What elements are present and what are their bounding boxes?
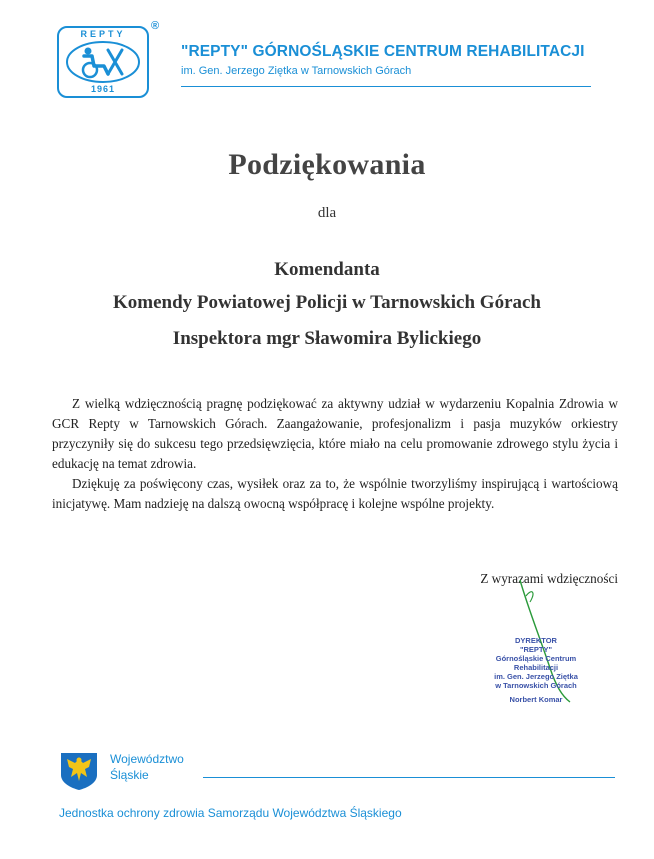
recipient-line: Komendanta (274, 259, 380, 280)
silesia-eagle-crest-icon (59, 751, 99, 791)
repty-logo-icon (64, 40, 142, 84)
stamp-line: "REPTY" (519, 645, 553, 654)
registered-mark: ® (151, 20, 160, 32)
voivodeship-line: Śląskie (110, 768, 149, 782)
stamp-line: DYREKTOR (515, 636, 557, 645)
footer-divider (203, 777, 615, 778)
closing-text: Z wyrazami wdzięczności (480, 571, 618, 586)
recipient-line: Komendy Powiatowej Policji w Tarnowskich Górach (112, 292, 542, 313)
voivodeship-name (110, 751, 184, 783)
body-paragraph: Dziękuję za poświęcony czas, wysiłek oraz za to, że wspólnie tworzyliśmy inspirującą i wartościową inicjatywę. Mam nadzieję na dalszą owocną współpracę i kolejne wspólne projekty. (52, 476, 618, 511)
body-paragraph: Z wielką wdzięcznością pragnę podziękować za aktywny udział w wydarzeniu Kopalnia Zdrowia w GCR Repty w Tarnowskich Górach. Zaangażowanie, profesjonalizm i pasja muzyków orkiestry przyczyniły się do sukcesu tego przedsięwzięcia, które miało na celu promowanie zdrowego stylu życia i edukację na temat zdrowia. (52, 396, 618, 471)
stamp-line: Górnośląskie Centrum Rehabilitacji (495, 654, 577, 672)
director-stamp (476, 636, 596, 704)
logo-year-text: 1961 (90, 84, 116, 94)
stamp-line: im. Gen. Jerzego Ziętka (494, 672, 578, 681)
recipient-line: Inspektora mgr Sławomira Bylickiego (172, 328, 482, 349)
header-divider (181, 86, 591, 87)
footer-unit-text: Jednostka ochrony zdrowia Samorządu Województwa Śląskiego (59, 806, 402, 820)
stamp-line: w Tarnowskich Górach (495, 681, 577, 690)
letter-for: dla (317, 205, 337, 221)
voivodeship-line: Województwo (110, 752, 184, 766)
logo-top-text: REPTY (80, 29, 126, 39)
letter-title: Podziękowania (228, 148, 426, 181)
stamp-name: Norbert Komar (509, 695, 563, 704)
organization-subtitle: im. Gen. Jerzego Ziętka w Tarnowskich Górach (181, 65, 412, 77)
organization-name: "REPTY" GÓRNOŚLĄSKIE CENTRUM REHABILITACJI (181, 43, 585, 60)
